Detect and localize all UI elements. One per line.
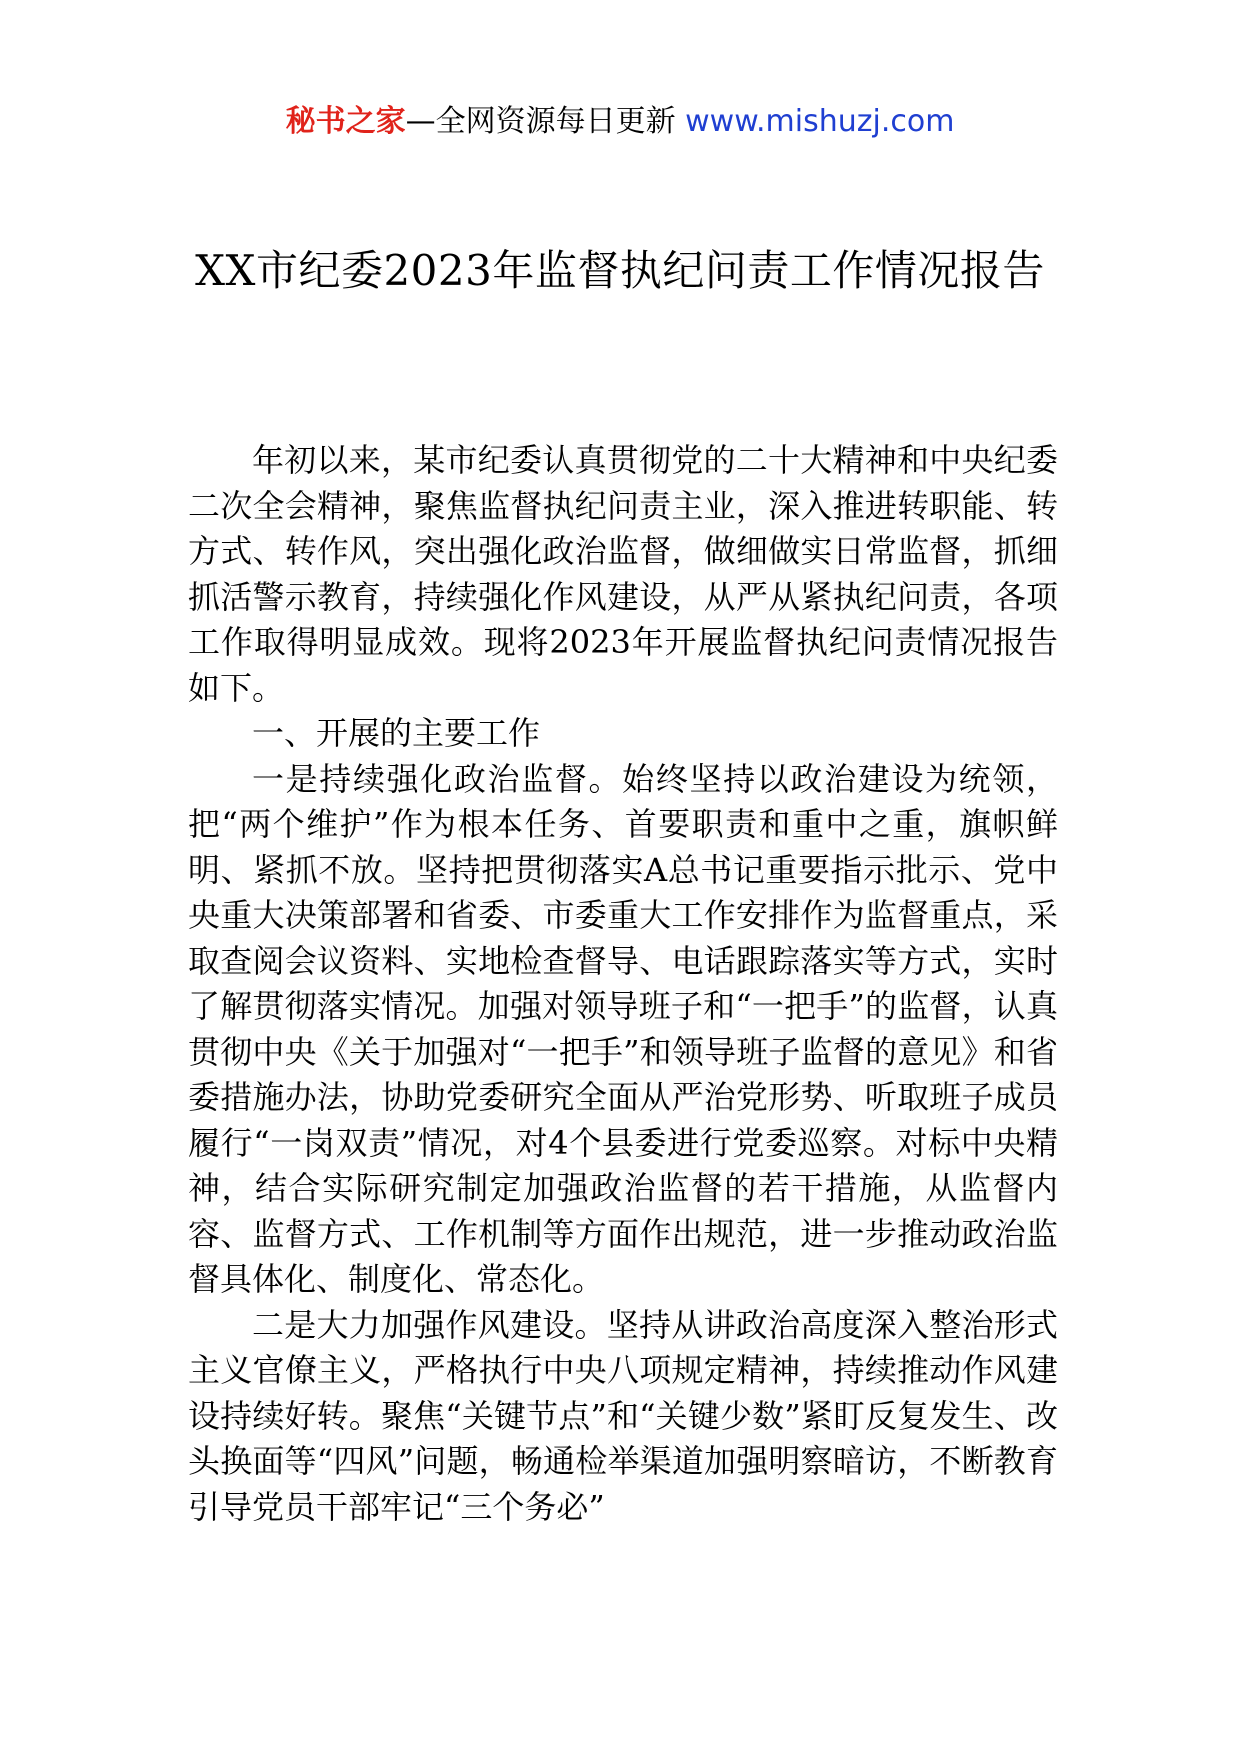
intro-paragraph: 年初以来，某市纪委认真贯彻党的二十大精神和中央纪委二次全会精神，聚焦监督执纪问责主业，深入推进转职能、转方式、转作风，突出强化政治监督，做细做实日常监督，抓细抓活警示教育，持续强化作风建设，从严从紧执纪问责，各项工作取得明显成效。现将2023年开展监督执纪问责情况报告如下。 [188,441,1058,707]
body-paragraph-political-supervision: 一是持续强化政治监督。始终坚持以政治建设为统领，把“两个维护”作为根本任务、首要职责和重中之重，旗帜鲜明、紧抓不放。坚持把贯彻落实A总书记重要指示批示、党中央重大决策部署和省委、市委重大工作安排作为监督重点，采取查阅会议资料、实地检查督导、电话跟踪落实等方式，实时了解贯彻落实情况。加强对领导班子和“一把手”的监督，认真贯彻中央《关于加强对“一把手”和领导班子监督的意见》和省委措施办法，协助党委研究全面从严治党形势、听取班子成员履行“一岗双责”情况，对4个县委进行党委巡察。对标中央精神，结合实际研究制定加强政治监督的若干措施，从监督内容、监督方式、工作机制等方面作出规范，进一步推动政治监督具体化、制度化、常态化。 [188,759,1058,1298]
website-link[interactable]: www.mishuzj.com [685,104,955,139]
document-body [188,438,1058,1530]
brand-name: 秘书之家 [285,104,406,139]
section-heading: 一、开展的主要工作 [252,714,541,752]
header-slogan: —全网资源每日更新 [405,104,686,139]
source-header [0,100,1240,144]
document-title: XX市纪委2023年监督执纪问责工作情况报告 [195,246,1045,295]
body-paragraph-work-style: 二是大力加强作风建设。坚持从讲政治高度深入整治形式主义官僚主义，严格执行中央八项规定精神，持续推动作风建设持续好转。聚焦“关键节点”和“关键少数”紧盯反复发生、改头换面等“四风”问题，畅通检举渠道加强明察暗访，不断教育引导党员干部牢记“三个务必” [188,1305,1058,1526]
